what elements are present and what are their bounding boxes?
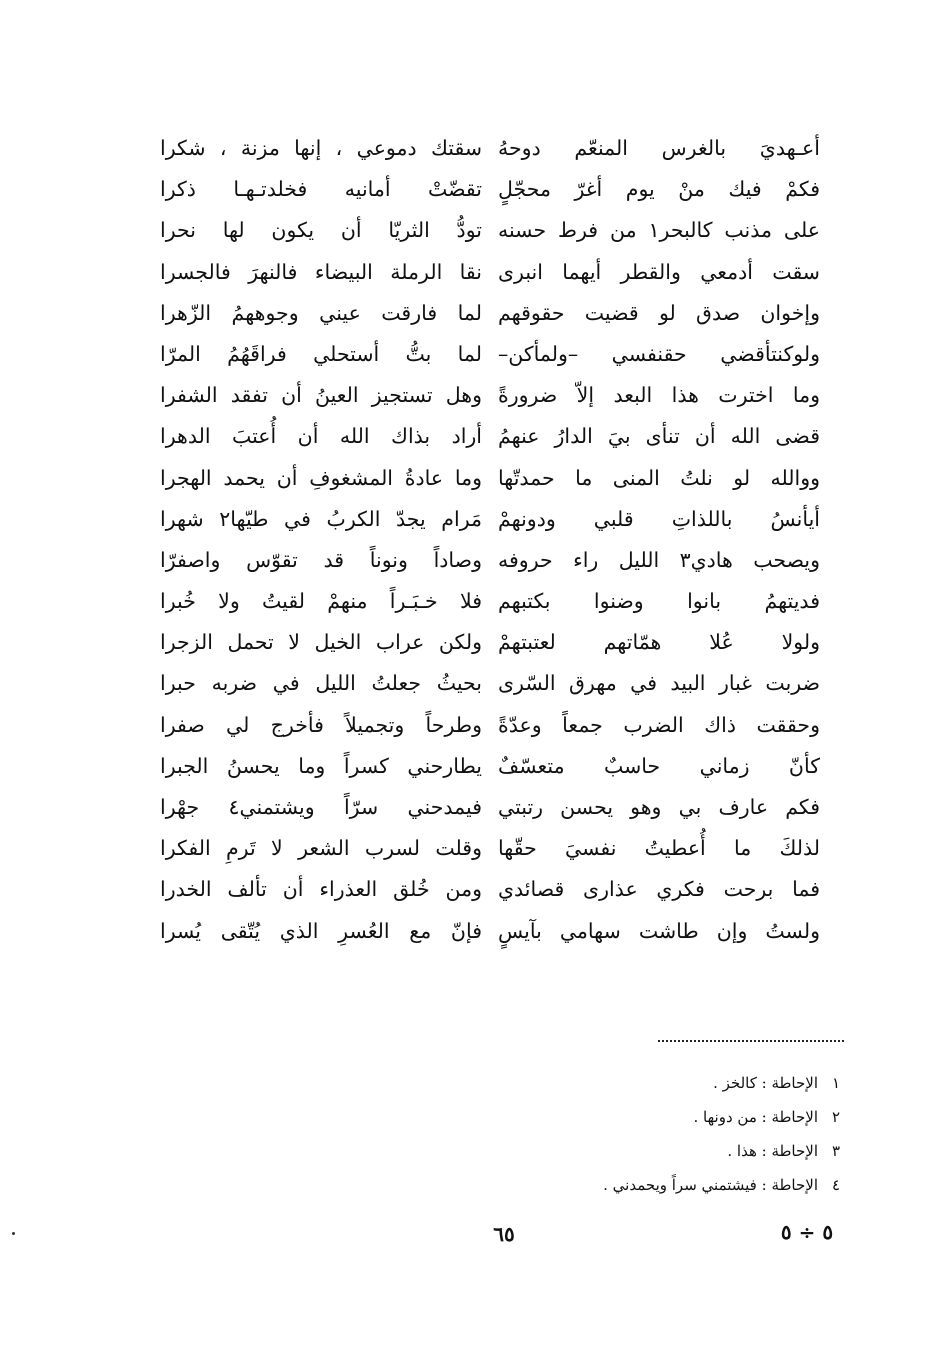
verse-first-hemistich: فكم عارف بي وهو يحسن رتبتي [498, 795, 820, 819]
verse-first-hemistich: وحققت ذاك الضرب جمعاً وعدّةً [498, 712, 820, 737]
verse-first-hemistich: ووالله لو نلتُ المنى ما حمدتّها [498, 465, 820, 490]
verse-second-hemistich: ولكن عراب الخيل لا تحمل الزجرا [160, 630, 482, 655]
signature-mark: ٥ ÷ ٥ [780, 1220, 834, 1244]
verse-first-hemistich: قضى الله أن تنأى بيَ الدارُ عنهمُ [498, 424, 820, 449]
verse-first-hemistich: كأنّ زماني حاسبٌ متعسّفٌ [498, 753, 820, 778]
second-hemistich-column [160, 128, 482, 1028]
verse-first-hemistich: فديتهمُ بانوا وضنوا بكتبهم [498, 589, 820, 614]
footnote [420, 1100, 840, 1134]
verse-first-hemistich: وإخوان صدق لو قضيت حقوقهم [498, 300, 820, 325]
scan-speck [12, 1232, 15, 1235]
verse-second-hemistich: أراد بذاك الله أن أُعتبَ الدهرا [160, 424, 482, 449]
verse-first-hemistich: أعـهديَ بالغرس المنعّم دوحهُ [498, 136, 820, 160]
verse-second-hemistich: سقتك دموعي ، إنها مزنة ، شكرا [160, 136, 482, 160]
footnote-number: ٢ [831, 1108, 840, 1126]
footnote-number: ٣ [831, 1142, 840, 1160]
verse-second-hemistich: لما فارقت عيني وجوههمُ الزّهرا [160, 300, 482, 325]
verse-first-hemistich: على مذنب كالبحر١ من فرط حسنه [498, 218, 820, 243]
verse-second-hemistich: ومن خُلق العذراء أن تألف الخدرا [160, 877, 482, 902]
footnote [420, 1066, 840, 1100]
verse-first-hemistich: فما برحت فكري عذارى قصائدي [498, 877, 820, 902]
verse-second-hemistich: نقا الرملة البيضاء فالنهرَ فالجسرا [160, 259, 482, 284]
verse-first-hemistich: وما اخترت هذا البعد إلاّ ضرورةً [498, 383, 820, 408]
footnote-text: الإحاطة : من دونها . [693, 1108, 818, 1126]
verse-first-hemistich: لذلكَ ما أُعطيتُ نفسيَ حقّها [498, 836, 820, 861]
verse-first-hemistich: أيأنسُ باللذاتِ قلبي ودونهمْ [498, 506, 820, 531]
footnote-text: الإحاطة : هذا . [727, 1142, 818, 1160]
footnote [420, 1168, 840, 1202]
page-number: ٦٥ [493, 1222, 515, 1246]
footnote-divider [658, 1040, 844, 1042]
footnotes [420, 1066, 840, 1202]
verse-second-hemistich: وهل تستجيز العينُ أن تفقد الشفرا [160, 383, 482, 408]
verse-second-hemistich: فإنّ مع العُسرِ الذي يُتّقى يُسرا [160, 918, 482, 943]
footnote-text: الإحاطة : فيشتمني سراً ويحمدني . [603, 1176, 818, 1194]
verse-first-hemistich: ولوكنتأقضي حقنفسي –ولمأكن– [498, 341, 820, 366]
verse-first-hemistich: فكمْ فيك منْ يوم أغرّ محجّلٍ [498, 177, 820, 202]
footnote-number: ٤ [831, 1176, 840, 1194]
verse-second-hemistich: وصاداً ونوناً قد تقوّس واصفرّا [160, 547, 482, 572]
verse-second-hemistich: تودُّ الثريّا أن يكون لها نحرا [160, 218, 482, 243]
first-hemistich-column [498, 128, 820, 1028]
verse-first-hemistich: ويصحب هادي٣ الليل راء حروفه [498, 547, 820, 572]
verse-second-hemistich: فلا خـبَـراً منهمْ لقيتُ ولا خُبرا [160, 589, 482, 614]
verse-second-hemistich: وقلت لسرب الشعر لا تَرمِ الفكرا [160, 836, 482, 861]
footnote-number: ١ [831, 1074, 840, 1092]
verse-first-hemistich: ضربت غبار البيد في مهرق السّرى [498, 671, 820, 696]
verse-second-hemistich: وطرحاً وتجميلاً فأخرج لي صفرا [160, 712, 482, 737]
poem [160, 128, 820, 1028]
verse-second-hemistich: وما عادةُ المشغوفِ أن يحمد الهجرا [160, 465, 482, 490]
footnote-text: الإحاطة : كالخز . [713, 1074, 818, 1092]
verse-second-hemistich: تقضّتْ أمانيه فخلدتـهـا ذكرا [160, 177, 482, 202]
verse-first-hemistich: سقت أدمعي والقطر أيهما انبرى [498, 259, 820, 284]
verse-second-hemistich: لما بتُّ أستحلي فراقَهُمُ المرّا [160, 341, 482, 366]
verse-second-hemistich: يطارحني كسراً وما يحسنُ الجبرا [160, 753, 482, 778]
verse-first-hemistich: ولولا عُلا همّاتهم لعتبتهمْ [498, 630, 820, 655]
footnote [420, 1134, 840, 1168]
verse-second-hemistich: مَرام يجدّ الكربُ في طيّها٢ شهرا [160, 506, 482, 531]
verse-second-hemistich: بحيثُ جعلتُ الليل في ضربه حبرا [160, 671, 482, 696]
verse-second-hemistich: فيمدحني سرّاً ويشتمني٤ جهْرا [160, 795, 482, 819]
verse-first-hemistich: ولستُ وإن طاشت سهامي بآيسٍ [498, 918, 820, 943]
